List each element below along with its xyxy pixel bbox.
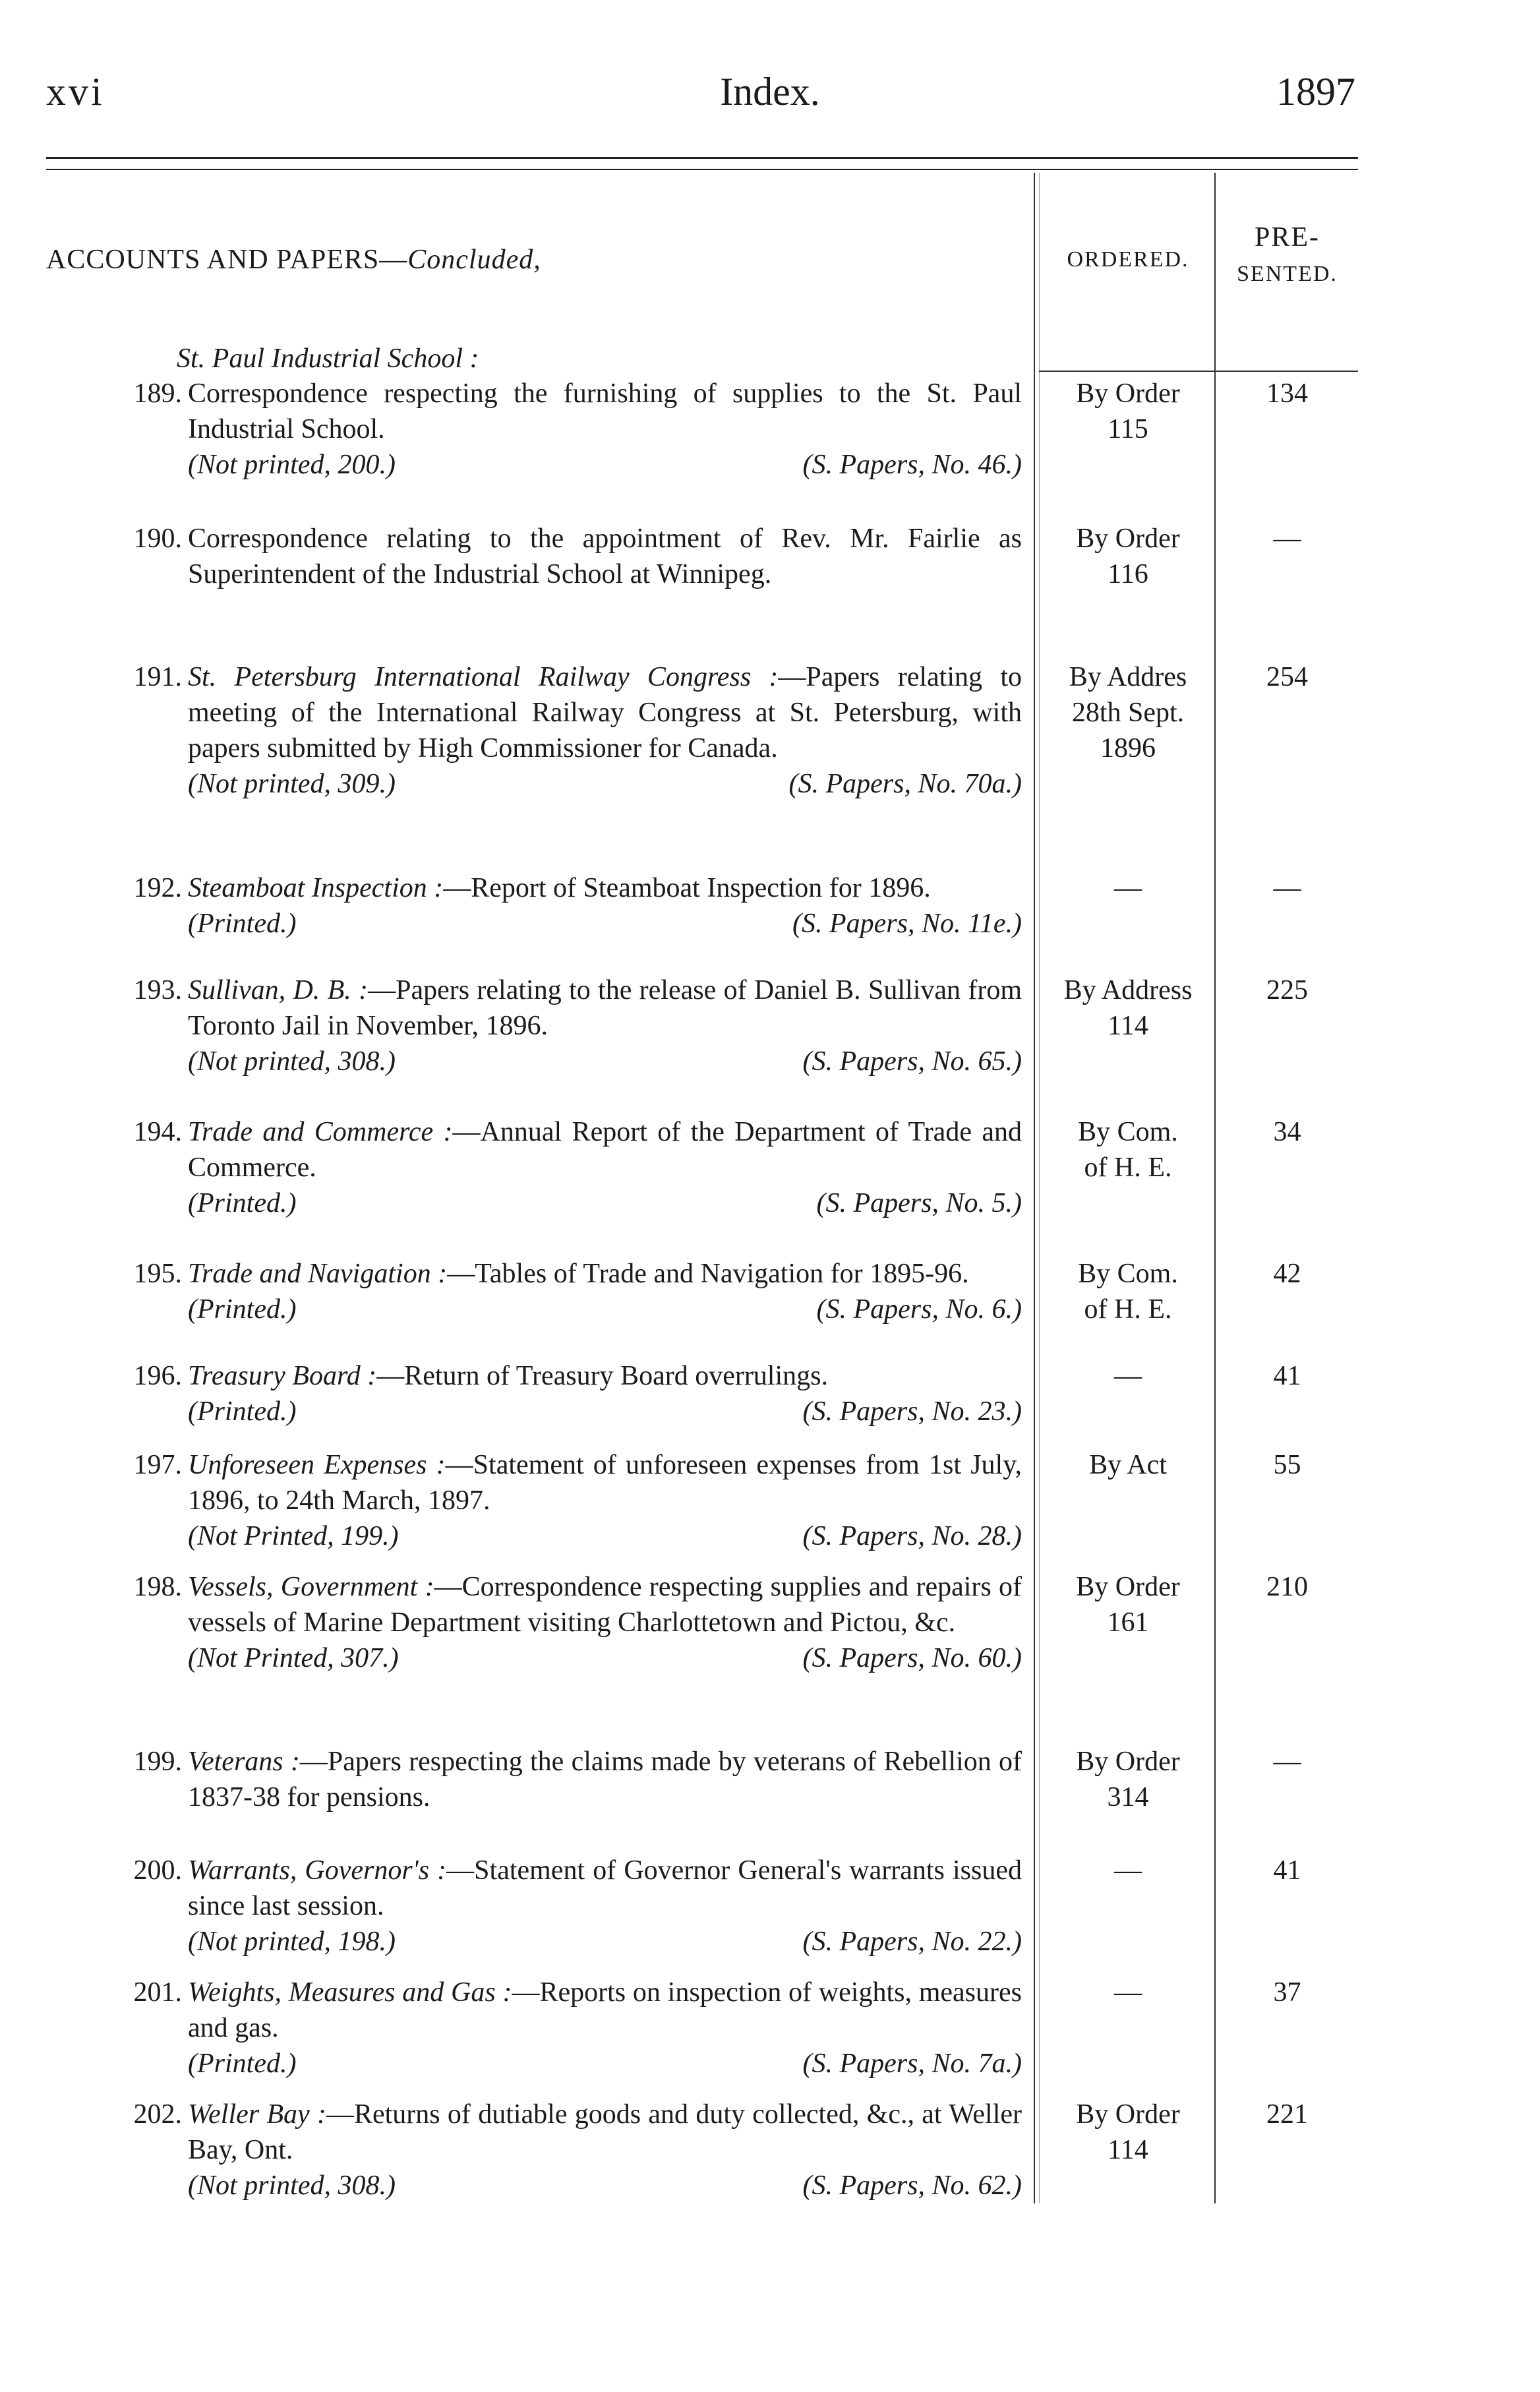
entry-references (188, 1044, 1022, 1079)
entry-references (188, 1518, 1022, 1554)
entry-sessional-paper: (S. Papers, No. 60.) (802, 1643, 1022, 1673)
presented-header-rule (1214, 371, 1358, 372)
entry-description: —Statement of Governor General's warrants issued since last session. (188, 1855, 1022, 1921)
entry-number: 192. (133, 873, 182, 903)
entry-body (188, 1744, 1022, 1815)
entry-print-status: (Printed.) (188, 1294, 297, 1325)
entry-body (188, 521, 1022, 592)
entry-sessional-paper: (S. Papers, No. 23.) (802, 1396, 1022, 1427)
entry-description: —Papers relating to meeting of the International Railway Congress at St. Petersburg, with papers submitted by High Commissioner for Canada. (188, 662, 1022, 763)
entry-body (188, 2097, 1022, 2203)
entry-body (188, 1853, 1022, 1959)
entry-subject: Weller Bay : (188, 2099, 326, 2130)
entry-number: 193. (133, 975, 182, 1005)
entry-presented: — (1273, 1747, 1301, 1777)
entry-print-status: (Printed.) (188, 909, 297, 939)
entry-presented: 210 (1266, 1572, 1308, 1602)
entry-print-status: (Not printed, 200.) (188, 450, 396, 480)
entry-subject: St. Petersburg International Railway Congress : (188, 662, 779, 692)
entry-subject: Unforeseen Expenses : (188, 1450, 446, 1480)
entry-sessional-paper: (S. Papers, No. 70a.) (788, 769, 1022, 799)
column-divider-ordered-inner (1039, 173, 1040, 2203)
entry-subject: Weights, Measures and Gas : (188, 1977, 512, 2008)
entry-ordered: By Addres 28th Sept. 1896 (1069, 662, 1187, 763)
entry-print-status: (Printed.) (188, 1188, 297, 1218)
entry-description: —Report of Steamboat Inspection for 1896. (443, 873, 931, 903)
page-header (0, 69, 1540, 122)
entry-presented: 55 (1273, 1450, 1301, 1480)
header-rule (46, 157, 1358, 159)
entry-sessional-paper: (S. Papers, No. 22.) (802, 1927, 1022, 1957)
entry-number: 201. (133, 1977, 182, 2008)
entry-subject: Steamboat Inspection : (188, 873, 444, 903)
entry-ordered: By Act (1089, 1450, 1167, 1480)
entry-print-status: (Printed.) (188, 2048, 297, 2079)
entry-presented: — (1273, 873, 1301, 903)
entry-body (188, 1358, 1022, 1429)
entry-print-status: (Not Printed, 199.) (188, 1521, 399, 1551)
entry-presented: 37 (1273, 1977, 1301, 2008)
column-header-presented: PRE- SENTED. (1237, 222, 1338, 286)
entry-ordered: — (1114, 1977, 1142, 2008)
entry-number: 191. (133, 662, 182, 692)
entry-presented: 221 (1266, 2099, 1308, 2130)
entry-references (188, 1640, 1022, 1676)
entry-number: 189. (133, 378, 182, 409)
header-rule-double (46, 169, 1358, 170)
entry-ordered: By Order 115 (1076, 378, 1180, 444)
entry-references (188, 1394, 1022, 1429)
entry-ordered: By Order 161 (1076, 1572, 1180, 1638)
ordered-header-rule (1039, 371, 1214, 372)
entry-references (188, 1924, 1022, 1959)
entry-number: 196. (133, 1361, 182, 1391)
section-title: ACCOUNTS AND PAPERS—Concluded, (46, 245, 541, 275)
entry-subject: Vessels, Government : (188, 1572, 434, 1602)
entry-body (188, 870, 1022, 942)
entry-number: 190. (133, 523, 182, 554)
entry-print-status: (Printed.) (188, 1396, 297, 1427)
entry-print-status: (Not printed, 198.) (188, 1927, 396, 1957)
entry-ordered: — (1114, 1361, 1142, 1391)
entry-ordered: — (1114, 873, 1142, 903)
entry-presented: 41 (1273, 1855, 1301, 1886)
entry-description: —Return of Treasury Board overrulings. (376, 1361, 828, 1391)
entry-references (188, 2168, 1022, 2203)
entry-references (188, 1185, 1022, 1221)
entry-ordered: By Com. of H. E. (1078, 1259, 1178, 1325)
entry-print-status: (Not printed, 309.) (188, 769, 396, 799)
entry-presented: — (1273, 523, 1301, 554)
entry-references (188, 447, 1022, 483)
entry-number: 199. (133, 1747, 182, 1777)
entry-subject: Veterans : (188, 1747, 300, 1777)
entry-number: 197. (133, 1450, 182, 1480)
entry-number: 198. (133, 1572, 182, 1602)
entry-presented: 42 (1273, 1259, 1301, 1289)
entry-body (188, 1114, 1022, 1221)
entry-description: Correspondence relating to the appointment of Rev. Mr. Fairlie as Superintendent of the Industrial School at Winnipeg. (188, 523, 1022, 589)
page-number: xvi (46, 70, 105, 113)
entry-references (188, 766, 1022, 802)
entry-description: —Reports on inspection of weights, measures and gas. (188, 1977, 1022, 2043)
entry-body (188, 1569, 1022, 1676)
entry-subject: Trade and Commerce : (188, 1117, 453, 1147)
entry-references (188, 2046, 1022, 2081)
entry-number: 194. (133, 1117, 182, 1147)
entry-presented: 134 (1266, 378, 1308, 409)
entry-sessional-paper: (S. Papers, No. 5.) (816, 1188, 1022, 1218)
entry-description: —Tables of Trade and Navigation for 1895-96. (447, 1259, 969, 1289)
entry-sessional-paper: (S. Papers, No. 6.) (816, 1294, 1022, 1325)
page-title: Index. (720, 70, 820, 113)
entry-subject: Warrants, Governor's : (188, 1855, 447, 1886)
entry-presented: 254 (1266, 662, 1308, 692)
entry-presented: 41 (1273, 1361, 1301, 1391)
entry-print-status: (Not printed, 308.) (188, 2170, 396, 2201)
entry-print-status: (Not printed, 308.) (188, 1046, 396, 1077)
entry-description: —Returns of dutiable goods and duty collected, &c., at Weller Bay, Ont. (188, 2099, 1022, 2165)
entry-body (188, 659, 1022, 802)
entry-ordered: By Com. of H. E. (1078, 1117, 1178, 1183)
entry-print-status: (Not Printed, 307.) (188, 1643, 399, 1673)
entry-description: —Papers relating to the release of Daniel B. Sullivan from Toronto Jail in November, 1896. (188, 975, 1022, 1041)
entry-description: —Statement of unforeseen expenses from 1st July, 1896, to 24th March, 1897. (188, 1450, 1022, 1516)
entry-number: 200. (133, 1855, 182, 1886)
column-divider-ordered (1034, 173, 1035, 2203)
entry-body (188, 376, 1022, 483)
column-header-ordered: ORDERED. (1067, 247, 1189, 272)
page-year: 1897 (1276, 70, 1355, 113)
entry-description: —Annual Report of the Department of Trade and Commerce. (188, 1117, 1022, 1183)
entry-body (188, 1256, 1022, 1327)
subheading: St. Paul Industrial School : (177, 344, 479, 374)
entry-description: Correspondence respecting the furnishing of supplies to the St. Paul Industrial School. (188, 378, 1022, 444)
entry-ordered: By Address 114 (1063, 975, 1193, 1041)
entry-presented: 225 (1266, 975, 1308, 1005)
entry-sessional-paper: (S. Papers, No. 28.) (802, 1521, 1022, 1551)
entry-body (188, 972, 1022, 1079)
entry-ordered: By Order 116 (1076, 523, 1180, 589)
entry-number: 202. (133, 2099, 182, 2130)
entry-ordered: By Order 114 (1076, 2099, 1180, 2165)
entry-references (188, 1292, 1022, 1327)
entry-subject: Trade and Navigation : (188, 1259, 448, 1289)
entry-presented: 34 (1273, 1117, 1301, 1147)
entry-body (188, 1975, 1022, 2081)
entry-description: —Correspondence respecting supplies and repairs of vessels of Marine Department visiting Charlottetown and Pictou, &c. (188, 1572, 1022, 1638)
entry-sessional-paper: (S. Papers, No. 7a.) (802, 2048, 1022, 2079)
entry-sessional-paper: (S. Papers, No. 65.) (802, 1046, 1022, 1077)
entry-sessional-paper: (S. Papers, No. 46.) (802, 450, 1022, 480)
entry-subject: Treasury Board : (188, 1361, 377, 1391)
entry-description: —Papers respecting the claims made by veterans of Rebellion of 1837-38 for pensions. (188, 1747, 1022, 1812)
column-divider-presented (1214, 173, 1216, 2203)
entry-sessional-paper: (S. Papers, No. 11e.) (792, 909, 1022, 939)
entry-body (188, 1447, 1022, 1554)
entry-sessional-paper: (S. Papers, No. 62.) (802, 2170, 1022, 2201)
entry-ordered: — (1114, 1855, 1142, 1886)
entry-subject: Sullivan, D. B. : (188, 975, 369, 1005)
entry-references (188, 906, 1022, 942)
entry-number: 195. (133, 1259, 182, 1289)
entry-ordered: By Order 314 (1076, 1747, 1180, 1812)
